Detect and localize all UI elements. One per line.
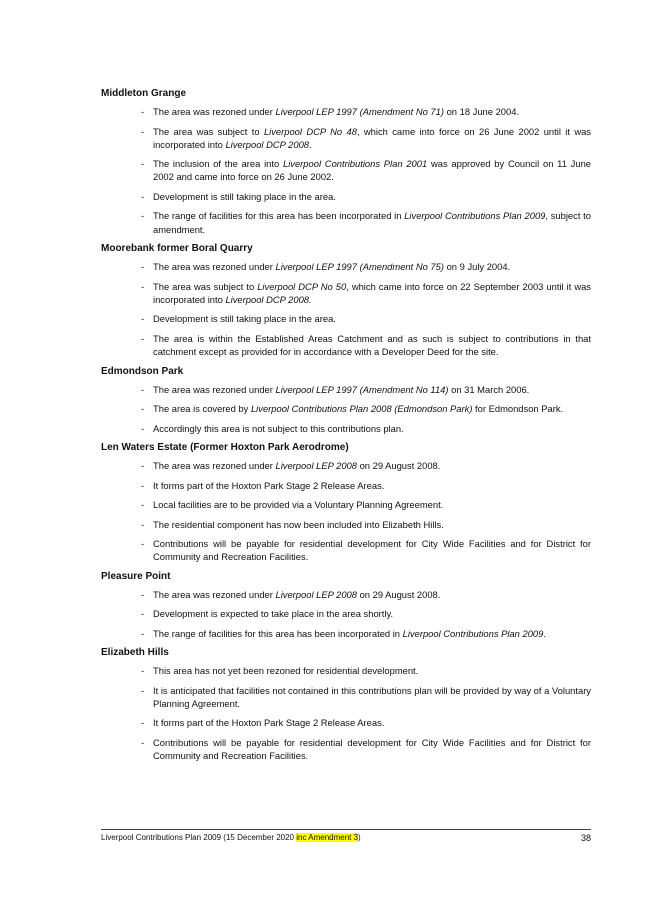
bullet-dash: - bbox=[141, 280, 145, 292]
list-item bbox=[101, 209, 591, 235]
italic-reference: Liverpool Contributions Plan 2009 bbox=[402, 627, 544, 639]
text-run: was approved by Council on 11 June 2002 and came into force on 26 June 2002. bbox=[153, 158, 592, 183]
section-list bbox=[101, 664, 591, 762]
list-item bbox=[101, 332, 591, 358]
italic-reference: Liverpool LEP 2008 bbox=[275, 588, 357, 600]
bullet-dash: - bbox=[141, 383, 145, 395]
text-run: Contributions will be payable for residential development for City Wide Facilities and for District for Community and Recreation Facilities. bbox=[153, 538, 591, 563]
bullet-dash: - bbox=[141, 313, 145, 325]
bullet-dash: - bbox=[141, 479, 145, 491]
text-run: Local facilities are to be provided via a Voluntary Planning Agreement. bbox=[153, 499, 444, 511]
text-run: The area was rezoned under bbox=[153, 588, 276, 600]
text-run: Development is still taking place in the area. bbox=[153, 190, 336, 202]
bullet-dash: - bbox=[141, 422, 145, 434]
text-run: It is anticipated that facilities not contained in this contributions plan will be provided by way of a Voluntary Planning Agreement. bbox=[153, 684, 591, 709]
text-run: Development is still taking place in the area. bbox=[153, 313, 336, 325]
italic-reference: Liverpool Contributions Plan 2009 bbox=[404, 210, 546, 222]
section-heading: Edmondson Park bbox=[101, 365, 184, 377]
list-item bbox=[101, 684, 591, 710]
text-run: The area was rezoned under bbox=[153, 460, 276, 472]
list-item bbox=[101, 518, 591, 531]
text-run: The area was subject to bbox=[153, 125, 264, 137]
bullet-dash: - bbox=[141, 717, 145, 729]
text-run: . bbox=[543, 627, 546, 639]
bullet-dash: - bbox=[141, 627, 145, 639]
text-run: , which came into force on 26 June 2002 until it was incorporated into bbox=[153, 125, 591, 150]
bullet-dash: - bbox=[141, 736, 145, 748]
italic-reference: Liverpool LEP 1997 (Amendment No 75) bbox=[275, 261, 444, 273]
section-heading: Moorebank former Boral Quarry bbox=[101, 243, 253, 255]
text-run: The range of facilities for this area has been incorporated in bbox=[153, 627, 403, 639]
text-run: on 29 August 2008. bbox=[356, 588, 441, 600]
text-run: on 29 August 2008. bbox=[356, 460, 441, 472]
list-item bbox=[101, 716, 591, 729]
list-item bbox=[101, 125, 591, 151]
list-item bbox=[101, 736, 591, 762]
list-item bbox=[101, 383, 591, 396]
list-item bbox=[101, 157, 591, 183]
list-item bbox=[101, 459, 591, 472]
bullet-dash: - bbox=[141, 403, 145, 415]
bullet-dash: - bbox=[141, 588, 145, 600]
bullet-dash: - bbox=[141, 261, 145, 273]
section-list bbox=[101, 459, 591, 563]
list-item bbox=[101, 312, 591, 325]
text-run: , subject to amendment. bbox=[153, 210, 592, 235]
section-heading: Pleasure Point bbox=[101, 570, 171, 582]
list-item bbox=[101, 607, 591, 620]
text-run: The area was rezoned under bbox=[153, 106, 276, 117]
italic-reference: Liverpool DCP 2008 bbox=[225, 138, 310, 150]
bullet-dash: - bbox=[141, 158, 145, 170]
text-run: on 9 July 2004. bbox=[443, 261, 511, 273]
text-run: Contributions will be payable for residential development for City Wide Facilities and for District for Community and Recreation Facilities. bbox=[153, 736, 591, 762]
list-item bbox=[101, 105, 591, 118]
text-run: . bbox=[309, 138, 312, 150]
list-item bbox=[101, 280, 591, 306]
list-item bbox=[101, 664, 591, 677]
text-run: The area is covered by bbox=[153, 403, 251, 415]
text-run: The range of facilities for this area has been incorporated in bbox=[153, 210, 405, 222]
italic-reference: Liverpool LEP 1997 (Amendment No 71) bbox=[275, 106, 444, 117]
italic-reference: Liverpool DCP 2008. bbox=[225, 293, 312, 305]
section-heading: Middleton Grange bbox=[101, 88, 186, 99]
bullet-dash: - bbox=[141, 125, 145, 137]
italic-reference: Liverpool Contributions Plan 2008 (Edmondson Park) bbox=[250, 403, 473, 415]
text-run: Accordingly this area is not subject to this contributions plan. bbox=[153, 422, 404, 434]
footer-close: ) bbox=[358, 833, 361, 842]
italic-reference: Liverpool LEP 1997 (Amendment No 114) bbox=[275, 383, 449, 395]
section-list bbox=[101, 383, 591, 435]
text-run: The area is within the Established Areas Catchment and as such is subject to contributions in that catchment except as provided for in accordance with a Developer Deed for the site. bbox=[153, 332, 591, 358]
text-run: This area has not yet been rezoned for residential development. bbox=[153, 665, 419, 677]
list-item bbox=[101, 402, 591, 415]
text-run: on 31 March 2006. bbox=[448, 383, 530, 395]
text-run: on 18 June 2004. bbox=[443, 106, 520, 117]
footer-highlight: inc Amendment 3 bbox=[296, 833, 359, 842]
section-list bbox=[101, 105, 591, 236]
bullet-dash: - bbox=[141, 106, 145, 117]
document-body bbox=[101, 87, 591, 769]
list-item bbox=[101, 588, 591, 601]
bullet-dash: - bbox=[141, 190, 145, 202]
section-heading: Elizabeth Hills bbox=[101, 647, 169, 659]
page-number: 38 bbox=[580, 833, 591, 843]
text-run: The area was rezoned under bbox=[153, 261, 276, 273]
bullet-dash: - bbox=[141, 460, 145, 472]
footer-text: Liverpool Contributions Plan 2009 (15 December 2020 bbox=[101, 833, 297, 842]
list-item bbox=[101, 479, 591, 492]
text-run: The inclusion of the area into bbox=[153, 158, 283, 170]
italic-reference: Liverpool DCP No 48 bbox=[263, 125, 357, 137]
bullet-dash: - bbox=[141, 665, 145, 677]
section-list bbox=[101, 260, 591, 358]
page-footer bbox=[101, 829, 591, 842]
text-run: The residential component has now been included into Elizabeth Hills. bbox=[153, 518, 444, 530]
italic-reference: Liverpool DCP No 50 bbox=[257, 280, 347, 292]
bullet-dash: - bbox=[141, 332, 145, 344]
section-list bbox=[101, 588, 591, 640]
bullet-dash: - bbox=[141, 499, 145, 511]
text-run: It forms part of the Hoxton Park Stage 2 Release Areas. bbox=[153, 479, 385, 491]
section-heading: Len Waters Estate (Former Hoxton Park Aerodrome) bbox=[101, 442, 349, 454]
list-item bbox=[101, 627, 591, 640]
text-run: Development is expected to take place in the area shortly. bbox=[153, 608, 394, 620]
text-run: It forms part of the Hoxton Park Stage 2 Release Areas. bbox=[153, 717, 385, 729]
list-item bbox=[101, 498, 591, 511]
italic-reference: Liverpool Contributions Plan 2001 bbox=[282, 158, 428, 170]
italic-reference: Liverpool LEP 2008 bbox=[275, 460, 357, 472]
text-run: The area was rezoned under bbox=[153, 383, 276, 395]
list-item bbox=[101, 260, 591, 273]
list-item bbox=[101, 537, 591, 563]
list-item bbox=[101, 422, 591, 435]
bullet-dash: - bbox=[141, 210, 145, 222]
bullet-dash: - bbox=[141, 538, 145, 550]
bullet-dash: - bbox=[141, 684, 145, 696]
bullet-dash: - bbox=[141, 608, 145, 620]
bullet-dash: - bbox=[141, 518, 145, 530]
text-run: The area was subject to bbox=[153, 280, 258, 292]
text-run: , which came into force on 22 September 2003 until it was incorporated into bbox=[153, 280, 591, 305]
list-item bbox=[101, 190, 591, 203]
text-run: for Edmondson Park. bbox=[472, 403, 564, 415]
